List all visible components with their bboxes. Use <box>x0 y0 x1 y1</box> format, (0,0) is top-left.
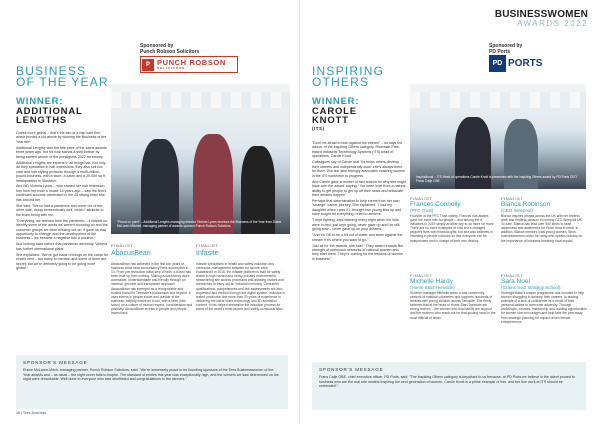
sponsor-credit <box>489 43 522 55</box>
page-folio: 36 | Tees Business <box>16 411 47 415</box>
sponsor-message-text: Frans Calje OBE, chief executive officer, PD Ports, said: "The Inspiring Others category is important to us because, at PD Ports we believe in the talent poured to business who are the real role models inspiring the next generation of women. Carole Knott is a prime example of this, and her fine work at ITS should be celebrated." <box>319 375 575 388</box>
punch-robson-logo <box>140 56 238 73</box>
finalist-card <box>410 196 496 243</box>
winner-org: (ITS) <box>312 125 325 131</box>
right-page <box>300 0 600 424</box>
finalist-label: FINALIST <box>501 273 524 278</box>
pd-ports-mark-icon: PD <box>489 55 506 72</box>
finalist-name: AbacusBean <box>111 250 151 257</box>
winner-photo <box>111 84 290 234</box>
category-title: BUSINESS OF THE YEAR <box>16 64 109 89</box>
finalist-text: Stobnigill Bank's unique programme was founded to help women struggling to develop their careers. In leading example of a lack of confidence as a result of their personal battles to overcome adversity. Through workshops, courses, mentorship and building opportunities for women she encourages and help take the jobs away from strategic planning for impact driven female entrepreneurs. <box>501 291 587 324</box>
finalist-label: FINALIST <box>501 196 524 201</box>
finalist-label: FINALIST <box>410 196 433 201</box>
finalist-text: Bianca inspires people across the UK with her tireless work and endless passion in running CEO Sleepout UK. To date, Bianca has lead over 400 times to raise awareness and awareness for those most in need. In addition, Bianca mentors local young women. Work businesswomen under her wing who speaks publicly on the importance of business breaking local impact. <box>501 214 583 243</box>
pd-ports-logo <box>489 55 542 72</box>
finalist-name: Frances Connolly <box>410 201 461 208</box>
finalist-org: (Grains Soul Strategy School) <box>501 285 561 290</box>
finalist-org: (CEO Sleepout) <box>501 208 533 213</box>
sponsor-message-heading: SPONSOR'S MESSAGE <box>319 367 384 372</box>
winner-photo <box>410 84 586 189</box>
logo-subtext: SOLICITORS <box>157 66 186 70</box>
finalist-card <box>501 196 587 243</box>
sponsor-name: PD Ports <box>489 49 511 55</box>
finalist-text: AbacusBean has achieved in the first two years of business what most accountancy firms accomplish in 10. From pre-revolution initial step of faith, a board has been built up from nothing. Making accountancy more accessible, understandable and friendly through an informal, genuine and transparent approach. AbacusBean has emerged as a recognisable and trusted brand for Teesside's businesses and beyond. It uses events in people inside and outside of the business, helping wherever it can, with a keen (fast focus) on a culture of mutual respect, consideration and positivity. AbacusBean invests in people and people invest back. <box>111 262 193 316</box>
sponsor-message <box>16 355 288 409</box>
sponsor-label: Sponsored by <box>489 43 523 49</box>
finalist-name: Infasite <box>196 250 219 257</box>
finalist-card <box>410 273 496 320</box>
photo-caption: "Proud on point" – Additional Lengths managing director Victoria Lyons receives the Business of the Year from Diane McLaren Mitchell, managing partner of awards sponsor Punch Robson Solicitors. <box>117 220 282 229</box>
finalist-text: Scheme manager Michelle leads a vital community network of national volunteers and supports hundreds of families with young children across Teesside. She firmly believes that at the heart of Home-Start Teesside are strong women – the women who lead family are support and the mothers who reach out for that guiding hand in the most difficult of times. <box>410 291 496 320</box>
finalist-label: FINALIST <box>196 243 219 248</box>
awards-brand: BUSINESSWOMEN AWARDS 2022 <box>494 9 588 28</box>
finalist-text: Infasite specialises in health and safety induction and contractor management software for secure sites. Established in 2016, the Infasite platform is built for safety teams in high hazard and heavy industry environments, streamlining site access processes and allowing visitors and contractors to carry out an induction remotely. Contractor qualifications, competencies and risk assessments are also requested and verified through the digital system. Induction's tested production line more than 20 years of experience in delivering the latest video technology and 3D animation content. It has helped streamline the induction process for some of the world's most secure and safety-conscious sites. <box>196 262 285 312</box>
photo-caption: Inspirational – ITS Head of operations Carole Knott is presented with the Inspiring Others award by PD Ports CEO Frans Calje CBE. <box>416 175 577 184</box>
sponsor-label: Sponsored by <box>140 43 174 49</box>
finalist-name: Bianca Robinson <box>501 201 551 208</box>
sponsor-message <box>312 362 586 410</box>
sponsor-message-text: Elaine McLaren-Mitch, managing partner, Punch Robson Solicitors, said: "We're immensely proud to be founding sponsors of the Tees Businesswomen of the Year awards and – as usual – the night never fails to inspire. The standard of entries this year was exceptionally high, and the winners we saw determined on the night were remarkable. Well done to everyone who was shortlisted and congratulations to the winners." <box>23 368 279 381</box>
winner-heading: WINNER: CAROLE KNOTT (ITS) <box>312 96 360 131</box>
article-body: Guess more global – that's the aim of a hair care firm which proved a cut above by winning the Business of the Year title. Additional Lengths won the title prize of the same awards three years ago, but it's now stands a step further by being named winner of the prestigious 2022 ceremony. Additional Lengths are experts in all things hair. Not only do they specialise in hair extensions, they also sell low care and hair styling products through a multi-million-pound business, with a store, a salon and a 20,000 sq ft headquarters in Stockton. And MD Victoria Lyons – who started her hair extension firm from her mum's house 14 years ago – saw the firm's continued success celebrated in the 25 strong team she has around her. She said: "We've had a pandemic and come out of the other side, doing tremendously well, which I attribute to the team being with me. "Everything, we learned from the pandemic – it helped us identify some of the areas we weren't focusing on and the customer groups we were missing out on. It gave us that opportunity to change, and the development of the business – we became a negative into a positive." And looking back before that pandemic adversity, Victoria has further international plans. She explained: "We've got loads of things on the cards for what's next – too many to mention and some of them are secret, but we're definitely going to be going more global." <box>16 131 108 271</box>
winner-heading: WINNER: ADDITIONAL LENGTHS <box>16 96 83 126</box>
category-title: INSPIRING OTHERS <box>312 64 385 89</box>
sponsor-credit <box>140 43 199 55</box>
finalist-name: Sara Noel <box>501 278 530 285</box>
logo-text: PORTS <box>508 58 543 69</box>
sponsor-message-heading: SPONSOR'S MESSAGE <box>23 360 88 365</box>
person-figure <box>193 134 233 234</box>
finalist-name: Michelle Hardy <box>410 278 453 285</box>
finalist-org: (Home Start Teesside) <box>410 285 455 290</box>
logo-text: PUNCH ROBSON <box>157 58 226 67</box>
finalist-label: FINALIST <box>111 243 134 248</box>
finalist-card <box>501 273 587 324</box>
article-body: "Don't be afraid to lean against the stream" – so says the winner of the Inspiring Others category. Riverside Park-based Industrial Technology Systems (ITS) head of operations, Carole Knott. Colleagues say of Carole that 'it's helps others develop their careers and independently work, she's always there for them. But she also strongly advocates enabling women in the ITS workforce to progress. And Carole gave a mother of fact reason for why she might have won the award, saying: "I've been brief from a natural ability to get people to get up off their seats and articulate their dreams happen". Perhaps that determination to help stems from her own "strange" career journey. She explained: "I had my daughter when I was 21, brought two young kids up and have fought for everything I tried to achieve. "I kept fighting, kept learning every night when the kids were in bed, just kept going, never gave up and I'm still going now – never gave up on your dreams. "And it's OK to be a bit out of water and swim against the stream if it's where you want to go." Just as for the awards, she said: "They award invests like strength of numerous networks of national women and they start them. They're coming for the lessons of women in business". <box>312 141 406 261</box>
punch-robson-mark-icon: P <box>142 59 154 71</box>
sponsor-name: Punch Robson Solicitors <box>140 49 200 55</box>
finalist-label: FINALIST <box>410 273 433 278</box>
finalist-text: Founder of the PFC Trust charity, Frances has always gone the extra mile for people – and among the 8 initiatives in 2019 simply another key to do more for more. There are no more examples of how she's changed people's lives with financial gifts, but she also believes in investing in people's futures so that everyone can be independent and in charge of their own destiny. <box>410 214 495 243</box>
finalist-org: (PFC Trust) <box>410 208 434 213</box>
